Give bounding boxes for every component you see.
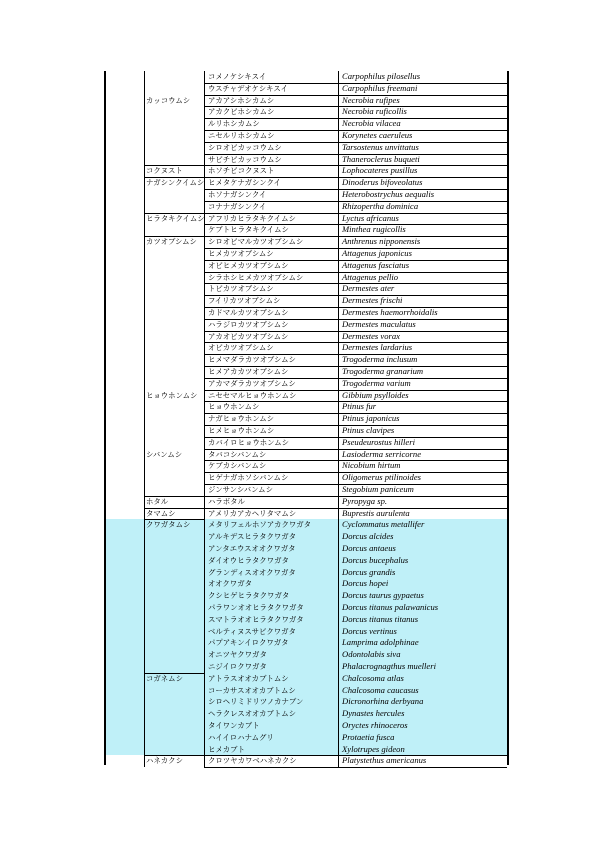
japanese-name: ヒメカブト — [208, 744, 245, 754]
family-name — [146, 142, 208, 154]
family-name — [146, 366, 208, 378]
scientific-name: Dorcus antaeus — [342, 543, 396, 553]
japanese-name: ナガヒョウホンムシ — [208, 414, 275, 424]
table-row — [106, 555, 507, 567]
scientific-name: Dermestes frischi — [342, 295, 403, 306]
family-name: コクヌスト — [146, 166, 183, 176]
japanese-name: コーカサスオオカブトムシ — [208, 685, 296, 695]
table-row — [106, 307, 507, 319]
family-name — [146, 590, 208, 602]
table-row — [106, 519, 507, 531]
scientific-name: Anthrenus nipponensis — [342, 236, 421, 247]
family-name — [146, 567, 208, 579]
family-name — [146, 118, 208, 130]
table-row — [106, 236, 507, 248]
table-row — [106, 248, 507, 260]
row-divider — [204, 767, 507, 768]
table-row — [106, 437, 507, 449]
scientific-name: Dermestes lardarius — [342, 342, 413, 353]
table-row — [106, 449, 507, 461]
family-name — [146, 637, 208, 649]
japanese-column-left-rule — [204, 71, 205, 767]
table-row — [106, 342, 507, 354]
japanese-name: シロオビカッコウムシ — [208, 142, 282, 152]
japanese-name: ヒョウホンムシ — [208, 402, 260, 412]
scientific-name: Lasioderma serricorne — [342, 448, 422, 459]
scientific-name: Necrobia ruficollis — [342, 106, 407, 117]
table-row — [106, 83, 507, 95]
family-name: ヒョウホンムシ — [146, 390, 198, 400]
scientific-name: Chalcosoma caucasus — [342, 684, 419, 695]
japanese-name: タイワンカブト — [208, 721, 260, 730]
family-name — [146, 307, 208, 319]
scientific-name: Carpophilus freemani — [342, 82, 418, 93]
scientific-name: Pseudeurostus hilleri — [342, 436, 415, 447]
scientific-name: Cyclommatus metallifer — [342, 519, 425, 530]
family-name — [146, 401, 208, 413]
family-name — [146, 626, 208, 638]
table-row — [106, 708, 507, 720]
japanese-name: オビヒメカツオブシムシ — [208, 260, 289, 270]
table-row — [106, 531, 507, 543]
scientific-name: Necrobia rufipes — [342, 94, 400, 105]
family-name — [146, 413, 208, 425]
table-row — [106, 496, 507, 508]
family-divider — [144, 236, 204, 237]
table-row — [106, 578, 507, 590]
table-row — [106, 295, 507, 307]
family-name: ナガシンクイムシ — [146, 178, 205, 188]
table-row — [106, 732, 507, 744]
table-row — [106, 130, 507, 142]
japanese-name: ヒメヒョウホンムシ — [208, 426, 275, 435]
scientific-name: Thaneroclerus buqueti — [342, 153, 420, 164]
scientific-name: Stegobium paniceum — [342, 484, 414, 494]
table-row — [106, 614, 507, 626]
japanese-name: ケブカシバンムシ — [208, 461, 267, 471]
table-row — [106, 189, 507, 201]
japanese-name: オビカツオブシムシ — [208, 343, 274, 353]
scientific-name: Heterobostrychus aequalis — [342, 189, 435, 199]
japanese-name: タバコシバンムシ — [208, 449, 267, 459]
japanese-name: ヒメカツオブシムシ — [208, 249, 274, 258]
japanese-name: フイリカツオブシムシ — [208, 296, 281, 306]
family-name — [146, 720, 208, 732]
scientific-name: Dermestes vorax — [342, 330, 400, 341]
table-row — [106, 425, 507, 437]
scientific-name: Dorcus grandis — [342, 566, 396, 577]
table-row — [106, 283, 507, 295]
scientific-name: Odontolabis siva — [342, 649, 401, 660]
family-name — [146, 708, 208, 720]
family-name — [146, 614, 208, 626]
family-name — [146, 224, 208, 236]
family-name — [146, 331, 208, 343]
scientific-name: Dynastes hercules — [342, 708, 405, 719]
family-name — [146, 71, 208, 83]
table-left-border — [104, 71, 106, 765]
family-name — [146, 578, 208, 590]
japanese-name: ヘラクレスオオカブトムシ — [208, 709, 297, 719]
japanese-name: ジンサンシバンムシ — [208, 485, 273, 494]
table-row — [106, 390, 507, 402]
family-name — [146, 425, 208, 437]
table-row — [106, 401, 507, 413]
family-column-left-rule — [144, 71, 145, 767]
table-row — [106, 260, 507, 272]
scientific-name: Trogoderma inclusum — [342, 354, 418, 365]
japanese-name: コメノケシキスイ — [208, 72, 267, 81]
japanese-name: ヒメタケナガシンクイ — [208, 178, 281, 188]
scientific-name: Chalcosoma atlas — [342, 672, 404, 683]
japanese-name: トビカツオブシムシ — [208, 284, 274, 294]
japanese-name: カドマルカツオブシムシ — [208, 308, 289, 317]
japanese-name: ヒメアカカツオブシムシ — [208, 367, 289, 376]
japanese-name: スマトラオオヒラタクワガタ — [208, 614, 304, 624]
scientific-name: Oligomerus ptilinoides — [342, 472, 422, 483]
japanese-name: アンタエウスオオクワガタ — [208, 544, 296, 553]
japanese-name: シラホシヒメカツオブシムシ — [208, 272, 304, 282]
table-row — [106, 213, 507, 225]
scientific-name: Dorcus titanus titanus — [342, 613, 419, 624]
family-name — [146, 283, 208, 295]
scientific-name: Attagenus japonicus — [342, 248, 412, 258]
japanese-name: ダイオウヒラタクワガタ — [208, 555, 289, 565]
scientific-name: Pyropyga sp. — [342, 495, 388, 506]
table-row — [106, 224, 507, 236]
family-name — [146, 460, 208, 472]
japanese-name: カバイロヒョウホンムシ — [208, 437, 290, 447]
table-row — [106, 649, 507, 661]
table-row — [106, 378, 507, 390]
family-name — [146, 342, 208, 354]
scientific-name: Trogoderma granarium — [342, 366, 424, 376]
family-name: ホタル — [146, 496, 169, 506]
table-row — [106, 685, 507, 697]
family-name — [146, 484, 208, 496]
family-name — [146, 106, 208, 118]
japanese-name: ホソチビコクヌスト — [208, 166, 275, 176]
table-row — [106, 319, 507, 331]
family-name — [146, 201, 208, 213]
family-name — [146, 319, 208, 331]
scientific-name: Rhizopertha dominica — [342, 200, 419, 211]
japanese-name: ニジイロクワガタ — [208, 662, 267, 671]
japanese-name: アカマダラカツオブシムシ — [208, 378, 296, 388]
scientific-name: Dorcus alcides — [342, 531, 394, 542]
japanese-name: アメリカアカヘリタマムシ — [208, 508, 297, 518]
family-name — [146, 248, 208, 260]
family-divider — [144, 673, 204, 674]
japanese-name: クロツヤカワベハネカクシ — [208, 756, 297, 766]
scientific-name: Minthea rugicollis — [342, 224, 406, 235]
scientific-name: Buprestis aurulenta — [342, 507, 410, 518]
table-row — [106, 472, 507, 484]
japanese-name: サビチビカッコウムシ — [208, 154, 282, 164]
scientific-name: Nicobium hirtum — [342, 460, 401, 471]
family-name — [146, 130, 208, 142]
table-row — [106, 626, 507, 638]
japanese-name: アカアシホシカムシ — [208, 95, 275, 105]
scientific-name: Dermestes haemorrhoidalis — [342, 307, 438, 317]
family-name — [146, 295, 208, 307]
japanese-name: ケブトヒラタキクイムシ — [208, 225, 289, 235]
family-name: ハネカクシ — [146, 756, 183, 766]
family-name: カッコウムシ — [146, 95, 191, 105]
japanese-name: ホソナガシンクイ — [208, 190, 267, 199]
japanese-name: クシヒゲヒラタクワガタ — [208, 591, 290, 601]
table-row — [106, 567, 507, 579]
table-row — [106, 165, 507, 177]
japanese-name: ルリホシカムシ — [208, 119, 260, 129]
japanese-name: シロオビマルカツオブシムシ — [208, 237, 304, 247]
table-row — [106, 720, 507, 732]
table-row — [106, 590, 507, 602]
scientific-name: Dorcus hopei — [342, 578, 389, 589]
scientific-name: Oryctes rhinoceros — [342, 720, 408, 730]
japanese-name: ニセルリホシカムシ — [208, 131, 275, 140]
scientific-name: Dorcus titanus palawanicus — [342, 602, 439, 612]
scientific-name: Platystethus americanus — [342, 755, 427, 766]
japanese-name: オニツヤクワガタ — [208, 650, 267, 660]
table-row — [106, 637, 507, 649]
japanese-name: グランディスオオクワガタ — [208, 567, 296, 577]
table-row — [106, 118, 507, 130]
scientific-name: Tarsostenus unvittatus — [342, 141, 419, 152]
japanese-name: ニセセマルヒョウホンムシ — [208, 390, 297, 400]
table-row — [106, 744, 507, 756]
scientific-name: Lyctus africanus — [342, 212, 399, 223]
scientific-name: Phalacrognagthus muelleri — [342, 661, 436, 671]
table-row — [106, 696, 507, 708]
scientific-name: Lamprima adolphinae — [342, 637, 419, 648]
scientific-name: Dermestes maculatus — [342, 318, 416, 329]
japanese-name: アフリカヒラタキクイムシ — [208, 213, 296, 223]
family-name: カツオブシムシ — [146, 237, 197, 247]
family-name — [146, 543, 208, 555]
table-row — [106, 543, 507, 555]
table-row — [106, 755, 507, 767]
japanese-name: ハラジロカツオブシムシ — [208, 319, 289, 329]
family-divider — [144, 165, 204, 166]
japanese-name: アルキデスヒラタクワガタ — [208, 532, 297, 542]
scientific-name: Dinoderus bifoveolatus — [342, 177, 423, 188]
japanese-name: アカクビホシカムシ — [208, 107, 275, 117]
family-name — [146, 531, 208, 543]
table-row — [106, 602, 507, 614]
scientific-name: Necrobia vilacea — [342, 118, 401, 129]
table-row — [106, 95, 507, 107]
family-name: ヒラタキクイムシ — [146, 213, 205, 223]
japanese-name: パラワンオオヒラタクワガタ — [208, 603, 304, 612]
japanese-name: シロヘリミドリツノカナブン — [208, 697, 304, 707]
japanese-name: ハラボタル — [208, 496, 245, 506]
family-name — [146, 272, 208, 284]
table-row — [106, 106, 507, 118]
scientific-name: Dermestes ater — [342, 283, 395, 294]
table-row — [106, 366, 507, 378]
table-row — [106, 661, 507, 673]
scientific-name: Carpophilus pilosellus — [342, 71, 421, 81]
scientific-name: Trogoderma varium — [342, 377, 411, 388]
table-row — [106, 508, 507, 520]
family-name — [146, 555, 208, 567]
japanese-name: オオクワガタ — [208, 579, 252, 589]
table-row — [106, 673, 507, 685]
table-row — [106, 71, 507, 83]
scientific-name: Ptinus japonicus — [342, 413, 400, 424]
japanese-name: ハイイロハナムグリ — [208, 732, 274, 742]
table-row — [106, 331, 507, 343]
family-name — [146, 649, 208, 661]
table-row — [106, 484, 507, 496]
table-row — [106, 154, 507, 166]
scientific-name: Ptinus fur — [342, 401, 377, 412]
japanese-name: パプアキンイロクワガタ — [208, 638, 289, 648]
family-name — [146, 732, 208, 744]
family-name — [146, 696, 208, 708]
japanese-name: メタリフェルホソアカクワガタ — [208, 520, 312, 530]
japanese-name: アカオビカツオブシムシ — [208, 331, 289, 341]
family-name: クワガタムシ — [146, 520, 191, 530]
scientific-name: Korynetes caeruleus — [342, 130, 413, 140]
family-name — [146, 189, 208, 201]
scientific-name: Dorcus vertinus — [342, 625, 397, 636]
japanese-name: コナナガシンクイ — [208, 201, 267, 211]
family-divider — [144, 177, 204, 178]
table-row — [106, 201, 507, 213]
family-name — [146, 685, 208, 697]
scientific-name: Ptinus clavipes — [342, 425, 395, 435]
family-divider — [144, 496, 204, 497]
family-divider — [144, 508, 204, 509]
scientific-name: Lophocateres pusillus — [342, 165, 418, 176]
family-name — [146, 354, 208, 366]
family-name — [146, 602, 208, 614]
table-row — [106, 354, 507, 366]
family-name — [146, 378, 208, 390]
table-row — [106, 460, 507, 472]
family-name — [146, 472, 208, 484]
family-divider — [144, 213, 204, 214]
table-row — [106, 177, 507, 189]
scientific-name: Attagenus pellio — [342, 271, 399, 282]
family-name — [146, 744, 208, 756]
japanese-name: アトラスオオカブトムシ — [208, 673, 289, 683]
table-right-border — [507, 71, 509, 765]
table-row — [106, 413, 507, 425]
scientific-column-left-rule — [338, 71, 339, 767]
family-name — [146, 260, 208, 272]
species-table — [104, 71, 509, 765]
family-name — [146, 661, 208, 673]
family-name — [146, 83, 208, 95]
scientific-name: Attagenus fasciatus — [342, 259, 410, 270]
scientific-name: Dicronorhina derbyana — [342, 696, 424, 707]
family-name: コガネムシ — [146, 673, 183, 683]
scientific-name: Gibbium psylloides — [342, 389, 409, 400]
family-divider — [144, 755, 204, 756]
scientific-name: Xylotrupes gideon — [342, 743, 405, 754]
table-row — [106, 142, 507, 154]
japanese-name: ウスチャデオケシキスイ — [208, 83, 288, 93]
family-name: タマムシ — [146, 508, 176, 518]
family-divider — [144, 519, 204, 520]
japanese-name: ヒゲナガホソシバンムシ — [208, 473, 289, 483]
table-row — [106, 272, 507, 284]
scientific-name: Dorcus taurus gypaetus — [342, 590, 424, 601]
family-name — [146, 437, 208, 449]
scientific-name: Protaetia fusca — [342, 731, 395, 742]
family-name: シバンムシ — [146, 449, 183, 459]
family-name — [146, 154, 208, 166]
japanese-name: ヒメマダラカツオブシムシ — [208, 355, 296, 365]
scientific-name: Dorcus bucephalus — [342, 554, 409, 565]
japanese-name: ベルティヌスサビクワガタ — [208, 626, 296, 636]
